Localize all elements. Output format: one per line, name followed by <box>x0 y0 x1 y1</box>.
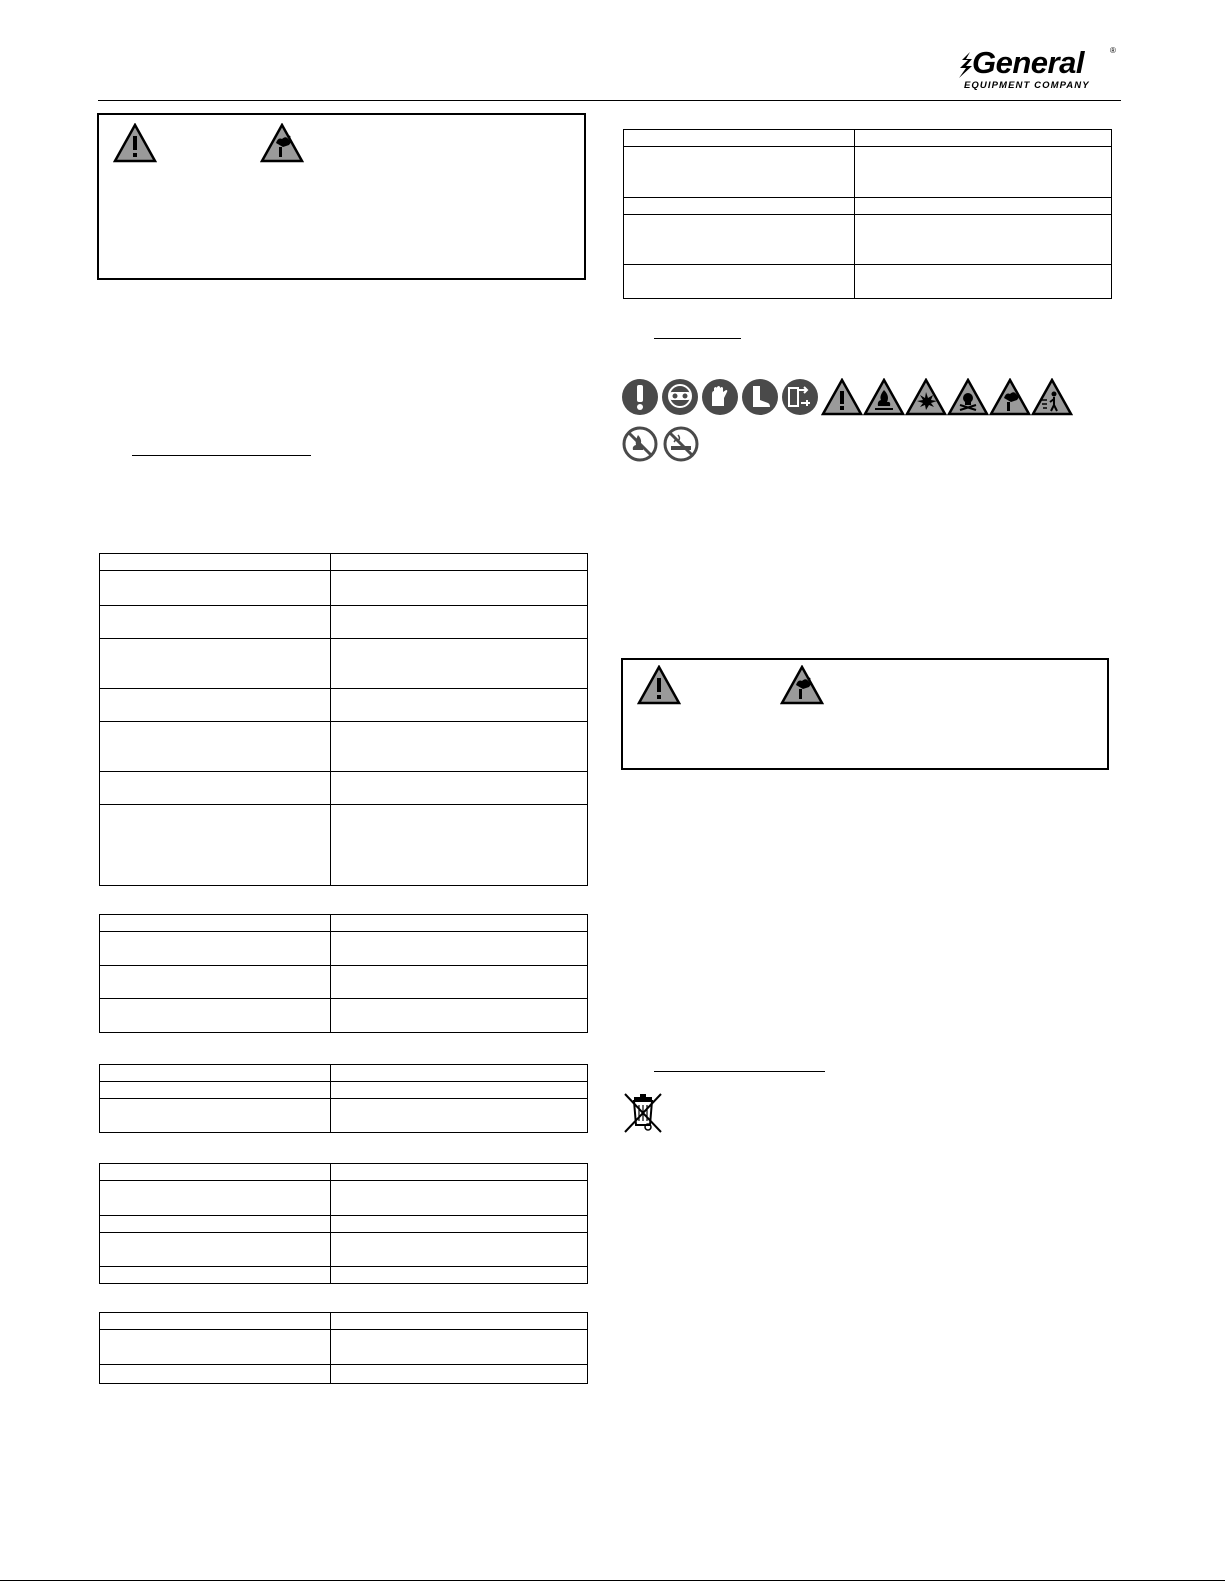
table-cell-value <box>331 1267 588 1284</box>
table-cell-label <box>100 1181 331 1216</box>
no-open-flame-icon <box>621 425 659 463</box>
table-cell-label <box>100 1082 331 1099</box>
spec-table-6 <box>623 129 1112 299</box>
table-cell-label <box>100 1267 331 1284</box>
table-cell-value <box>331 1365 588 1384</box>
hand-injury-icon <box>989 378 1031 416</box>
table-row <box>100 772 588 805</box>
symbols-heading-underline <box>654 338 741 339</box>
table-cell-label <box>100 1330 331 1365</box>
table-cell-value <box>331 554 588 571</box>
spec-table-1 <box>99 553 588 886</box>
table-row <box>100 689 588 722</box>
high-pressure-icon <box>1031 378 1073 416</box>
table-cell-value <box>331 722 588 772</box>
crossed-bin-icon <box>622 1091 664 1135</box>
table-row <box>100 1164 588 1181</box>
table-cell-value <box>331 999 588 1033</box>
table-cell-value <box>855 147 1112 198</box>
warning-box-top <box>97 113 586 280</box>
table-row <box>100 1267 588 1284</box>
table-row <box>100 915 588 932</box>
hand-injury-icon <box>260 123 304 163</box>
table-cell-value <box>331 932 588 966</box>
spec-table-4 <box>99 1163 588 1284</box>
table-cell-label <box>100 915 331 932</box>
logo-wordmark: General <box>972 45 1084 80</box>
table-cell-label <box>624 198 855 215</box>
disposal-heading-underline <box>654 1071 825 1072</box>
table-cell-label <box>100 932 331 966</box>
table-cell-value <box>331 1065 588 1082</box>
table-cell-label <box>100 1216 331 1233</box>
table-row <box>100 1330 588 1365</box>
table-cell-label <box>624 265 855 299</box>
eye-protection-icon <box>661 378 699 416</box>
table-cell-label <box>624 147 855 198</box>
table-row <box>100 1216 588 1233</box>
table-cell-label <box>100 1365 331 1384</box>
table-cell-label <box>100 554 331 571</box>
table-cell-value <box>855 130 1112 147</box>
table-row <box>100 1233 588 1267</box>
spec-table-2 <box>99 914 588 1033</box>
table-row <box>100 1181 588 1216</box>
table-cell-value <box>331 1233 588 1267</box>
table-row <box>100 722 588 772</box>
table-cell-label <box>100 999 331 1033</box>
table-row <box>100 1313 588 1330</box>
explosive-icon <box>905 378 947 416</box>
table-cell-label <box>624 130 855 147</box>
section-heading-underline <box>132 455 311 456</box>
table-cell-label <box>100 1065 331 1082</box>
table-cell-value <box>331 1164 588 1181</box>
table-cell-value <box>331 915 588 932</box>
table-row <box>624 215 1112 265</box>
table-cell-value <box>331 966 588 999</box>
mandatory-action-icon <box>621 378 659 416</box>
warning-exclamation-icon <box>113 123 157 163</box>
table-cell-label <box>100 772 331 805</box>
table-cell-value <box>331 1099 588 1133</box>
table-cell-label <box>100 1313 331 1330</box>
general-warning-icon <box>821 378 863 416</box>
hand-injury-icon <box>780 665 824 705</box>
table-cell-label <box>100 805 331 886</box>
table-cell-value <box>855 265 1112 299</box>
table-row <box>100 1082 588 1099</box>
table-cell-label <box>100 1164 331 1181</box>
table-row <box>624 198 1112 215</box>
company-logo <box>958 44 1118 92</box>
table-cell-label <box>100 1099 331 1133</box>
table-cell-value <box>331 1082 588 1099</box>
table-cell-value <box>331 571 588 606</box>
safety-symbols <box>621 378 1081 464</box>
table-cell-value <box>331 1216 588 1233</box>
warning-box-bottom <box>621 658 1109 770</box>
table-cell-value <box>331 606 588 639</box>
table-row <box>100 1065 588 1082</box>
warning-exclamation-icon <box>637 665 681 705</box>
table-row <box>100 966 588 999</box>
disconnect-power-icon <box>781 378 819 416</box>
table-cell-label <box>100 606 331 639</box>
safety-boots-icon <box>741 378 779 416</box>
table-row <box>100 805 588 886</box>
table-row <box>100 932 588 966</box>
table-cell-value <box>331 1313 588 1330</box>
table-row <box>624 130 1112 147</box>
table-cell-label <box>100 689 331 722</box>
table-cell-label <box>100 722 331 772</box>
table-cell-label <box>100 1233 331 1267</box>
logo-subtitle: EQUIPMENT COMPANY <box>964 80 1090 91</box>
table-cell-value <box>331 639 588 689</box>
table-cell-label <box>624 215 855 265</box>
no-smoking-icon <box>662 425 700 463</box>
toxic-icon <box>947 378 989 416</box>
table-cell-value <box>331 1330 588 1365</box>
spec-table-5 <box>99 1312 588 1384</box>
table-cell-label <box>100 639 331 689</box>
flammable-icon <box>863 378 905 416</box>
table-row <box>100 606 588 639</box>
header-rule <box>98 100 1121 101</box>
table-cell-value <box>331 1181 588 1216</box>
table-row <box>624 265 1112 299</box>
table-row <box>100 554 588 571</box>
table-row <box>100 571 588 606</box>
table-cell-value <box>855 198 1112 215</box>
table-cell-value <box>331 689 588 722</box>
table-row <box>100 639 588 689</box>
logo-registered: ® <box>1110 46 1116 55</box>
footer-rule <box>0 1580 1225 1581</box>
table-cell-value <box>855 215 1112 265</box>
table-cell-label <box>100 571 331 606</box>
table-row <box>624 147 1112 198</box>
table-row <box>100 1099 588 1133</box>
table-cell-value <box>331 772 588 805</box>
table-cell-value <box>331 805 588 886</box>
table-row <box>100 1365 588 1384</box>
table-row <box>100 999 588 1033</box>
table-cell-label <box>100 966 331 999</box>
gloves-icon <box>701 378 739 416</box>
spec-table-3 <box>99 1064 588 1133</box>
